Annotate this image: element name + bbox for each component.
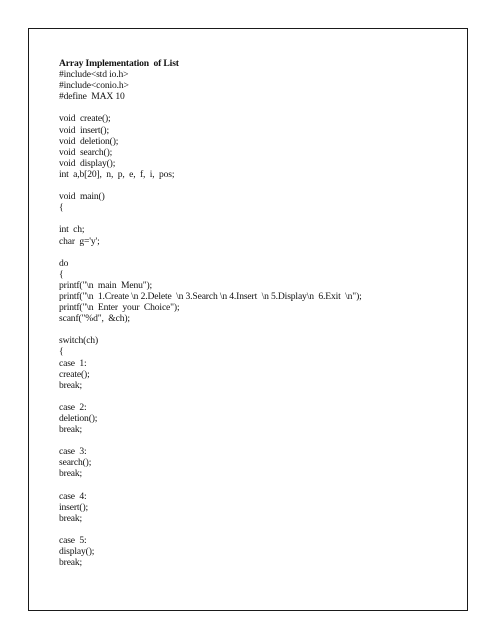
code-line: break; bbox=[59, 557, 83, 569]
blank-line bbox=[59, 480, 449, 491]
code-line: break; bbox=[59, 424, 83, 436]
blank-line bbox=[59, 180, 449, 191]
code-line: int a,b[20], n, p, e, f, i, pos; bbox=[59, 168, 175, 180]
blank-line bbox=[59, 247, 449, 258]
code-line: case 1: bbox=[59, 357, 87, 369]
code-line: #define MAX 10 bbox=[59, 91, 125, 103]
code-line: { bbox=[59, 346, 64, 358]
code-line: void display(); bbox=[59, 157, 116, 169]
code-line: #include<conio.h> bbox=[59, 80, 129, 92]
code-line: deletion(); bbox=[59, 413, 98, 424]
code-line: char g='y'; bbox=[59, 235, 100, 247]
code-line: case 4: bbox=[59, 490, 87, 502]
code-line: printf("\n 1.Create \n 2.Delete \n 3.Search \n 4.Insert \n 5.Display\n 6.Exit \n"); bbox=[59, 290, 362, 302]
code-line: create(); bbox=[59, 368, 90, 380]
code-line: int ch; bbox=[59, 224, 85, 236]
code-body bbox=[59, 69, 449, 568]
code-line: case 5: bbox=[59, 535, 87, 547]
code-line: void insert(); bbox=[59, 124, 109, 136]
code-line: case 3: bbox=[59, 446, 87, 458]
code-line: insert(); bbox=[59, 501, 89, 513]
blank-line bbox=[59, 102, 449, 113]
code-line: break; bbox=[59, 379, 83, 391]
code-line: void create(); bbox=[59, 113, 111, 125]
code-line: display(); bbox=[59, 546, 95, 558]
code-line: { bbox=[59, 202, 64, 214]
code-line: void main() bbox=[59, 191, 105, 203]
code-line: void deletion(); bbox=[59, 135, 119, 147]
blank-line bbox=[59, 324, 449, 335]
code-line: printf("\n main Menu"); bbox=[59, 279, 153, 291]
blank-line bbox=[59, 391, 449, 402]
code-line: switch(ch) bbox=[59, 335, 98, 347]
blank-line bbox=[59, 435, 449, 446]
code-line: break; bbox=[59, 512, 83, 524]
code-line: printf("\n Enter your Choice"); bbox=[59, 302, 180, 314]
code-document bbox=[59, 58, 449, 568]
document-title: Array Implementation of List bbox=[59, 58, 179, 69]
blank-line bbox=[59, 213, 449, 224]
code-line: search(); bbox=[59, 457, 92, 469]
blank-line bbox=[59, 524, 449, 535]
code-line: void search(); bbox=[59, 146, 113, 158]
code-line: break; bbox=[59, 468, 83, 480]
code-line: { bbox=[59, 268, 64, 280]
code-line: #include<std io.h> bbox=[59, 69, 129, 81]
code-line: scanf("%d", &ch); bbox=[59, 313, 130, 325]
code-line: case 2: bbox=[59, 401, 87, 413]
code-line: do bbox=[59, 257, 69, 269]
